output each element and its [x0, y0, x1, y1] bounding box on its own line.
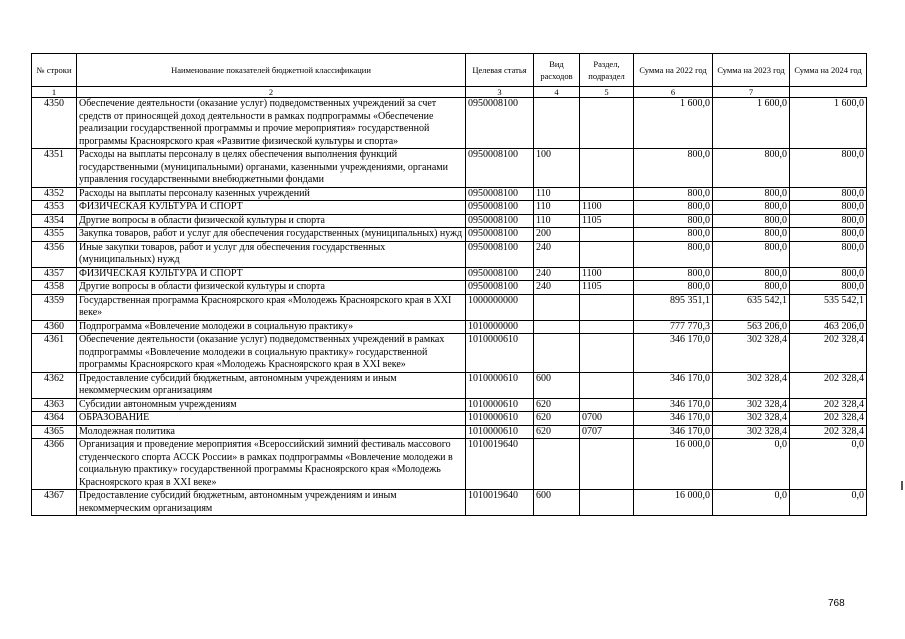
row-number-cell: 4355 — [32, 228, 77, 242]
column-number: 1 — [32, 87, 77, 98]
sum-2023-cell: 302 328,4 — [713, 425, 790, 439]
target-article-cell: 1010019640 — [466, 439, 534, 490]
expense-type-cell: 240 — [534, 267, 580, 281]
target-article-cell: 1010000610 — [466, 372, 534, 398]
sum-2024-cell: 0,0 — [790, 490, 867, 516]
sum-2024-cell: 800,0 — [790, 201, 867, 215]
sum-2022-cell: 800,0 — [634, 281, 713, 295]
scan-edge-mark — [901, 481, 903, 490]
row-number-cell: 4364 — [32, 412, 77, 426]
sum-2022-cell: 800,0 — [634, 241, 713, 267]
expense-type-cell: 240 — [534, 281, 580, 295]
table-row — [32, 214, 867, 228]
table-row — [32, 228, 867, 242]
target-article-cell: 0950008100 — [466, 281, 534, 295]
section-cell: 0707 — [580, 425, 634, 439]
expense-type-cell — [534, 98, 580, 149]
indicator-name-cell: Обеспечение деятельности (оказание услуг) подведомственных учреждений за счет средств от приносящей доход деятельности в рамках подпрограммы «Обеспечение реализации государственной программы и прочие мероприятия» государственной программы Красноярского края «Развитие физической культуры и спорта» — [77, 98, 466, 149]
indicator-name-cell: Другие вопросы в области физической культуры и спорта — [77, 281, 466, 295]
header-row-number: № строки — [32, 54, 77, 87]
sum-2024-cell: 800,0 — [790, 241, 867, 267]
section-cell — [580, 398, 634, 412]
indicator-name-cell: ФИЗИЧЕСКАЯ КУЛЬТУРА И СПОРТ — [77, 201, 466, 215]
table-row — [32, 439, 867, 490]
sum-2024-cell: 202 328,4 — [790, 398, 867, 412]
expense-type-cell: 620 — [534, 425, 580, 439]
indicator-name-cell: Предоставление субсидий бюджетным, автономным учреждениям и иным некоммерческим организациям — [77, 490, 466, 516]
section-cell — [580, 228, 634, 242]
expense-type-cell: 600 — [534, 372, 580, 398]
indicator-name-cell: Иные закупки товаров, работ и услуг для обеспечения государственных (муниципальных) нужд — [77, 241, 466, 267]
sum-2023-cell: 800,0 — [713, 228, 790, 242]
header-name: Наименование показателей бюджетной классификации — [77, 54, 466, 87]
section-cell — [580, 490, 634, 516]
table-row — [32, 334, 867, 373]
expense-type-cell — [534, 320, 580, 334]
sum-2023-cell: 800,0 — [713, 241, 790, 267]
sum-2022-cell: 800,0 — [634, 228, 713, 242]
sum-2023-cell: 302 328,4 — [713, 398, 790, 412]
indicator-name-cell: Подпрограмма «Вовлечение молодежи в социальную практику» — [77, 320, 466, 334]
sum-2024-cell: 535 542,1 — [790, 294, 867, 320]
indicator-name-cell: ОБРАЗОВАНИЕ — [77, 412, 466, 426]
column-number: 7 — [713, 87, 790, 98]
target-article-cell: 1010000610 — [466, 425, 534, 439]
sum-2024-cell: 463 206,0 — [790, 320, 867, 334]
expense-type-cell — [534, 334, 580, 373]
column-number-row — [32, 87, 867, 98]
table-row — [32, 320, 867, 334]
sum-2023-cell: 1 600,0 — [713, 98, 790, 149]
sum-2023-cell: 302 328,4 — [713, 372, 790, 398]
table-row — [32, 372, 867, 398]
section-cell — [580, 439, 634, 490]
table-row — [32, 187, 867, 201]
table-row — [32, 281, 867, 295]
sum-2022-cell: 346 170,0 — [634, 334, 713, 373]
sum-2022-cell: 895 351,1 — [634, 294, 713, 320]
sum-2024-cell: 202 328,4 — [790, 372, 867, 398]
row-number-cell: 4361 — [32, 334, 77, 373]
sum-2024-cell: 800,0 — [790, 281, 867, 295]
row-number-cell: 4351 — [32, 149, 77, 188]
sum-2023-cell: 635 542,1 — [713, 294, 790, 320]
indicator-name-cell: Субсидии автономным учреждениям — [77, 398, 466, 412]
table-row — [32, 98, 867, 149]
section-cell — [580, 320, 634, 334]
expense-type-cell: 620 — [534, 398, 580, 412]
sum-2022-cell: 16 000,0 — [634, 439, 713, 490]
section-cell: 1100 — [580, 267, 634, 281]
section-cell — [580, 98, 634, 149]
sum-2024-cell: 202 328,4 — [790, 425, 867, 439]
target-article-cell: 0950008100 — [466, 267, 534, 281]
indicator-name-cell: Государственная программа Красноярского края «Молодежь Красноярского края в XXI веке» — [77, 294, 466, 320]
table-row — [32, 425, 867, 439]
row-number-cell: 4363 — [32, 398, 77, 412]
header-target-article: Целевая статья — [466, 54, 534, 87]
table-body — [32, 98, 867, 516]
section-cell — [580, 149, 634, 188]
expense-type-cell: 110 — [534, 214, 580, 228]
section-cell — [580, 294, 634, 320]
sum-2023-cell: 800,0 — [713, 267, 790, 281]
indicator-name-cell: Другие вопросы в области физической культуры и спорта — [77, 214, 466, 228]
row-number-cell: 4356 — [32, 241, 77, 267]
row-number-cell: 4365 — [32, 425, 77, 439]
header-expense-type: Вид расходов — [534, 54, 580, 87]
sum-2022-cell: 1 600,0 — [634, 98, 713, 149]
table-row — [32, 294, 867, 320]
sum-2023-cell: 800,0 — [713, 214, 790, 228]
sum-2023-cell: 563 206,0 — [713, 320, 790, 334]
target-article-cell: 1010000610 — [466, 412, 534, 426]
indicator-name-cell: Организация и проведение мероприятия «Всероссийский зимний фестиваль массового студенческого спорта АССК России» в рамках подпрограммы «Вовлечение молодежи в социальную практику» государственной программы Красноярского края «Молодежь Красноярского края в XXI веке» — [77, 439, 466, 490]
sum-2022-cell: 346 170,0 — [634, 412, 713, 426]
table-row — [32, 412, 867, 426]
sum-2022-cell: 777 770,3 — [634, 320, 713, 334]
section-cell: 1105 — [580, 214, 634, 228]
row-number-cell: 4360 — [32, 320, 77, 334]
table-header-row — [32, 54, 867, 87]
column-number: 6 — [634, 87, 713, 98]
row-number-cell: 4354 — [32, 214, 77, 228]
sum-2022-cell: 800,0 — [634, 201, 713, 215]
section-cell: 1100 — [580, 201, 634, 215]
column-number: 5 — [580, 87, 634, 98]
expense-type-cell — [534, 439, 580, 490]
page-number: 768 — [828, 598, 845, 609]
section-cell — [580, 334, 634, 373]
sum-2024-cell: 202 328,4 — [790, 334, 867, 373]
sum-2023-cell: 800,0 — [713, 149, 790, 188]
row-number-cell: 4350 — [32, 98, 77, 149]
expense-type-cell: 100 — [534, 149, 580, 188]
sum-2023-cell: 0,0 — [713, 439, 790, 490]
indicator-name-cell: Предоставление субсидий бюджетным, автономным учреждениям и иным некоммерческим организациям — [77, 372, 466, 398]
target-article-cell: 1010000610 — [466, 334, 534, 373]
sum-2023-cell: 302 328,4 — [713, 334, 790, 373]
target-article-cell: 0950008100 — [466, 149, 534, 188]
sum-2024-cell: 800,0 — [790, 149, 867, 188]
target-article-cell: 1010000000 — [466, 320, 534, 334]
sum-2024-cell: 1 600,0 — [790, 98, 867, 149]
sum-2022-cell: 346 170,0 — [634, 398, 713, 412]
target-article-cell: 1010019640 — [466, 490, 534, 516]
target-article-cell: 0950008100 — [466, 98, 534, 149]
indicator-name-cell: Расходы на выплаты персоналу казенных учреждений — [77, 187, 466, 201]
sum-2023-cell: 800,0 — [713, 201, 790, 215]
row-number-cell: 4353 — [32, 201, 77, 215]
expense-type-cell: 240 — [534, 241, 580, 267]
indicator-name-cell: Обеспечение деятельности (оказание услуг) подведомственных учреждений в рамках подпрограммы «Вовлечение молодежи в социальную практику» государственной программы Красноярского края «Молодежь Красноярского края в XXI веке» — [77, 334, 466, 373]
indicator-name-cell: Молодежная политика — [77, 425, 466, 439]
expense-type-cell: 620 — [534, 412, 580, 426]
target-article-cell: 0950008100 — [466, 241, 534, 267]
sum-2022-cell: 800,0 — [634, 267, 713, 281]
sum-2022-cell: 800,0 — [634, 187, 713, 201]
table-row — [32, 149, 867, 188]
sum-2023-cell: 800,0 — [713, 187, 790, 201]
table-row — [32, 267, 867, 281]
row-number-cell: 4352 — [32, 187, 77, 201]
indicator-name-cell: ФИЗИЧЕСКАЯ КУЛЬТУРА И СПОРТ — [77, 267, 466, 281]
expense-type-cell — [534, 294, 580, 320]
budget-table — [31, 53, 867, 516]
target-article-cell: 0950008100 — [466, 228, 534, 242]
expense-type-cell: 110 — [534, 201, 580, 215]
header-sum-2022: Сумма на 2022 год — [634, 54, 713, 87]
section-cell — [580, 372, 634, 398]
table-row — [32, 398, 867, 412]
header-sum-2023: Сумма на 2023 год — [713, 54, 790, 87]
indicator-name-cell: Расходы на выплаты персоналу в целях обеспечения выполнения функций государственными (муниципальными) органами, казенными учреждениями, органами управления государственными внебюджетными фондами — [77, 149, 466, 188]
sum-2022-cell: 346 170,0 — [634, 372, 713, 398]
row-number-cell: 4357 — [32, 267, 77, 281]
table-row — [32, 201, 867, 215]
section-cell — [580, 187, 634, 201]
sum-2024-cell: 800,0 — [790, 214, 867, 228]
section-cell: 0700 — [580, 412, 634, 426]
column-number: 4 — [534, 87, 580, 98]
expense-type-cell: 200 — [534, 228, 580, 242]
row-number-cell: 4362 — [32, 372, 77, 398]
expense-type-cell: 600 — [534, 490, 580, 516]
table-row — [32, 241, 867, 267]
column-number: 3 — [466, 87, 534, 98]
sum-2024-cell: 0,0 — [790, 439, 867, 490]
row-number-cell: 4359 — [32, 294, 77, 320]
sum-2023-cell: 0,0 — [713, 490, 790, 516]
section-cell — [580, 241, 634, 267]
target-article-cell: 0950008100 — [466, 187, 534, 201]
sum-2023-cell: 800,0 — [713, 281, 790, 295]
sum-2022-cell: 800,0 — [634, 149, 713, 188]
row-number-cell: 4366 — [32, 439, 77, 490]
sum-2022-cell: 346 170,0 — [634, 425, 713, 439]
table-row — [32, 490, 867, 516]
column-number: 2 — [77, 87, 466, 98]
sum-2022-cell: 800,0 — [634, 214, 713, 228]
sum-2024-cell: 800,0 — [790, 187, 867, 201]
section-cell: 1105 — [580, 281, 634, 295]
row-number-cell: 4358 — [32, 281, 77, 295]
sum-2024-cell: 800,0 — [790, 228, 867, 242]
header-sum-2024: Сумма на 2024 год — [790, 54, 867, 87]
target-article-cell: 0950008100 — [466, 201, 534, 215]
target-article-cell: 1000000000 — [466, 294, 534, 320]
row-number-cell: 4367 — [32, 490, 77, 516]
target-article-cell: 1010000610 — [466, 398, 534, 412]
indicator-name-cell: Закупка товаров, работ и услуг для обеспечения государственных (муниципальных) нужд — [77, 228, 466, 242]
sum-2023-cell: 302 328,4 — [713, 412, 790, 426]
sum-2022-cell: 16 000,0 — [634, 490, 713, 516]
sum-2024-cell: 800,0 — [790, 267, 867, 281]
expense-type-cell: 110 — [534, 187, 580, 201]
target-article-cell: 0950008100 — [466, 214, 534, 228]
sum-2024-cell: 202 328,4 — [790, 412, 867, 426]
header-section: Раздел, подраздел — [580, 54, 634, 87]
